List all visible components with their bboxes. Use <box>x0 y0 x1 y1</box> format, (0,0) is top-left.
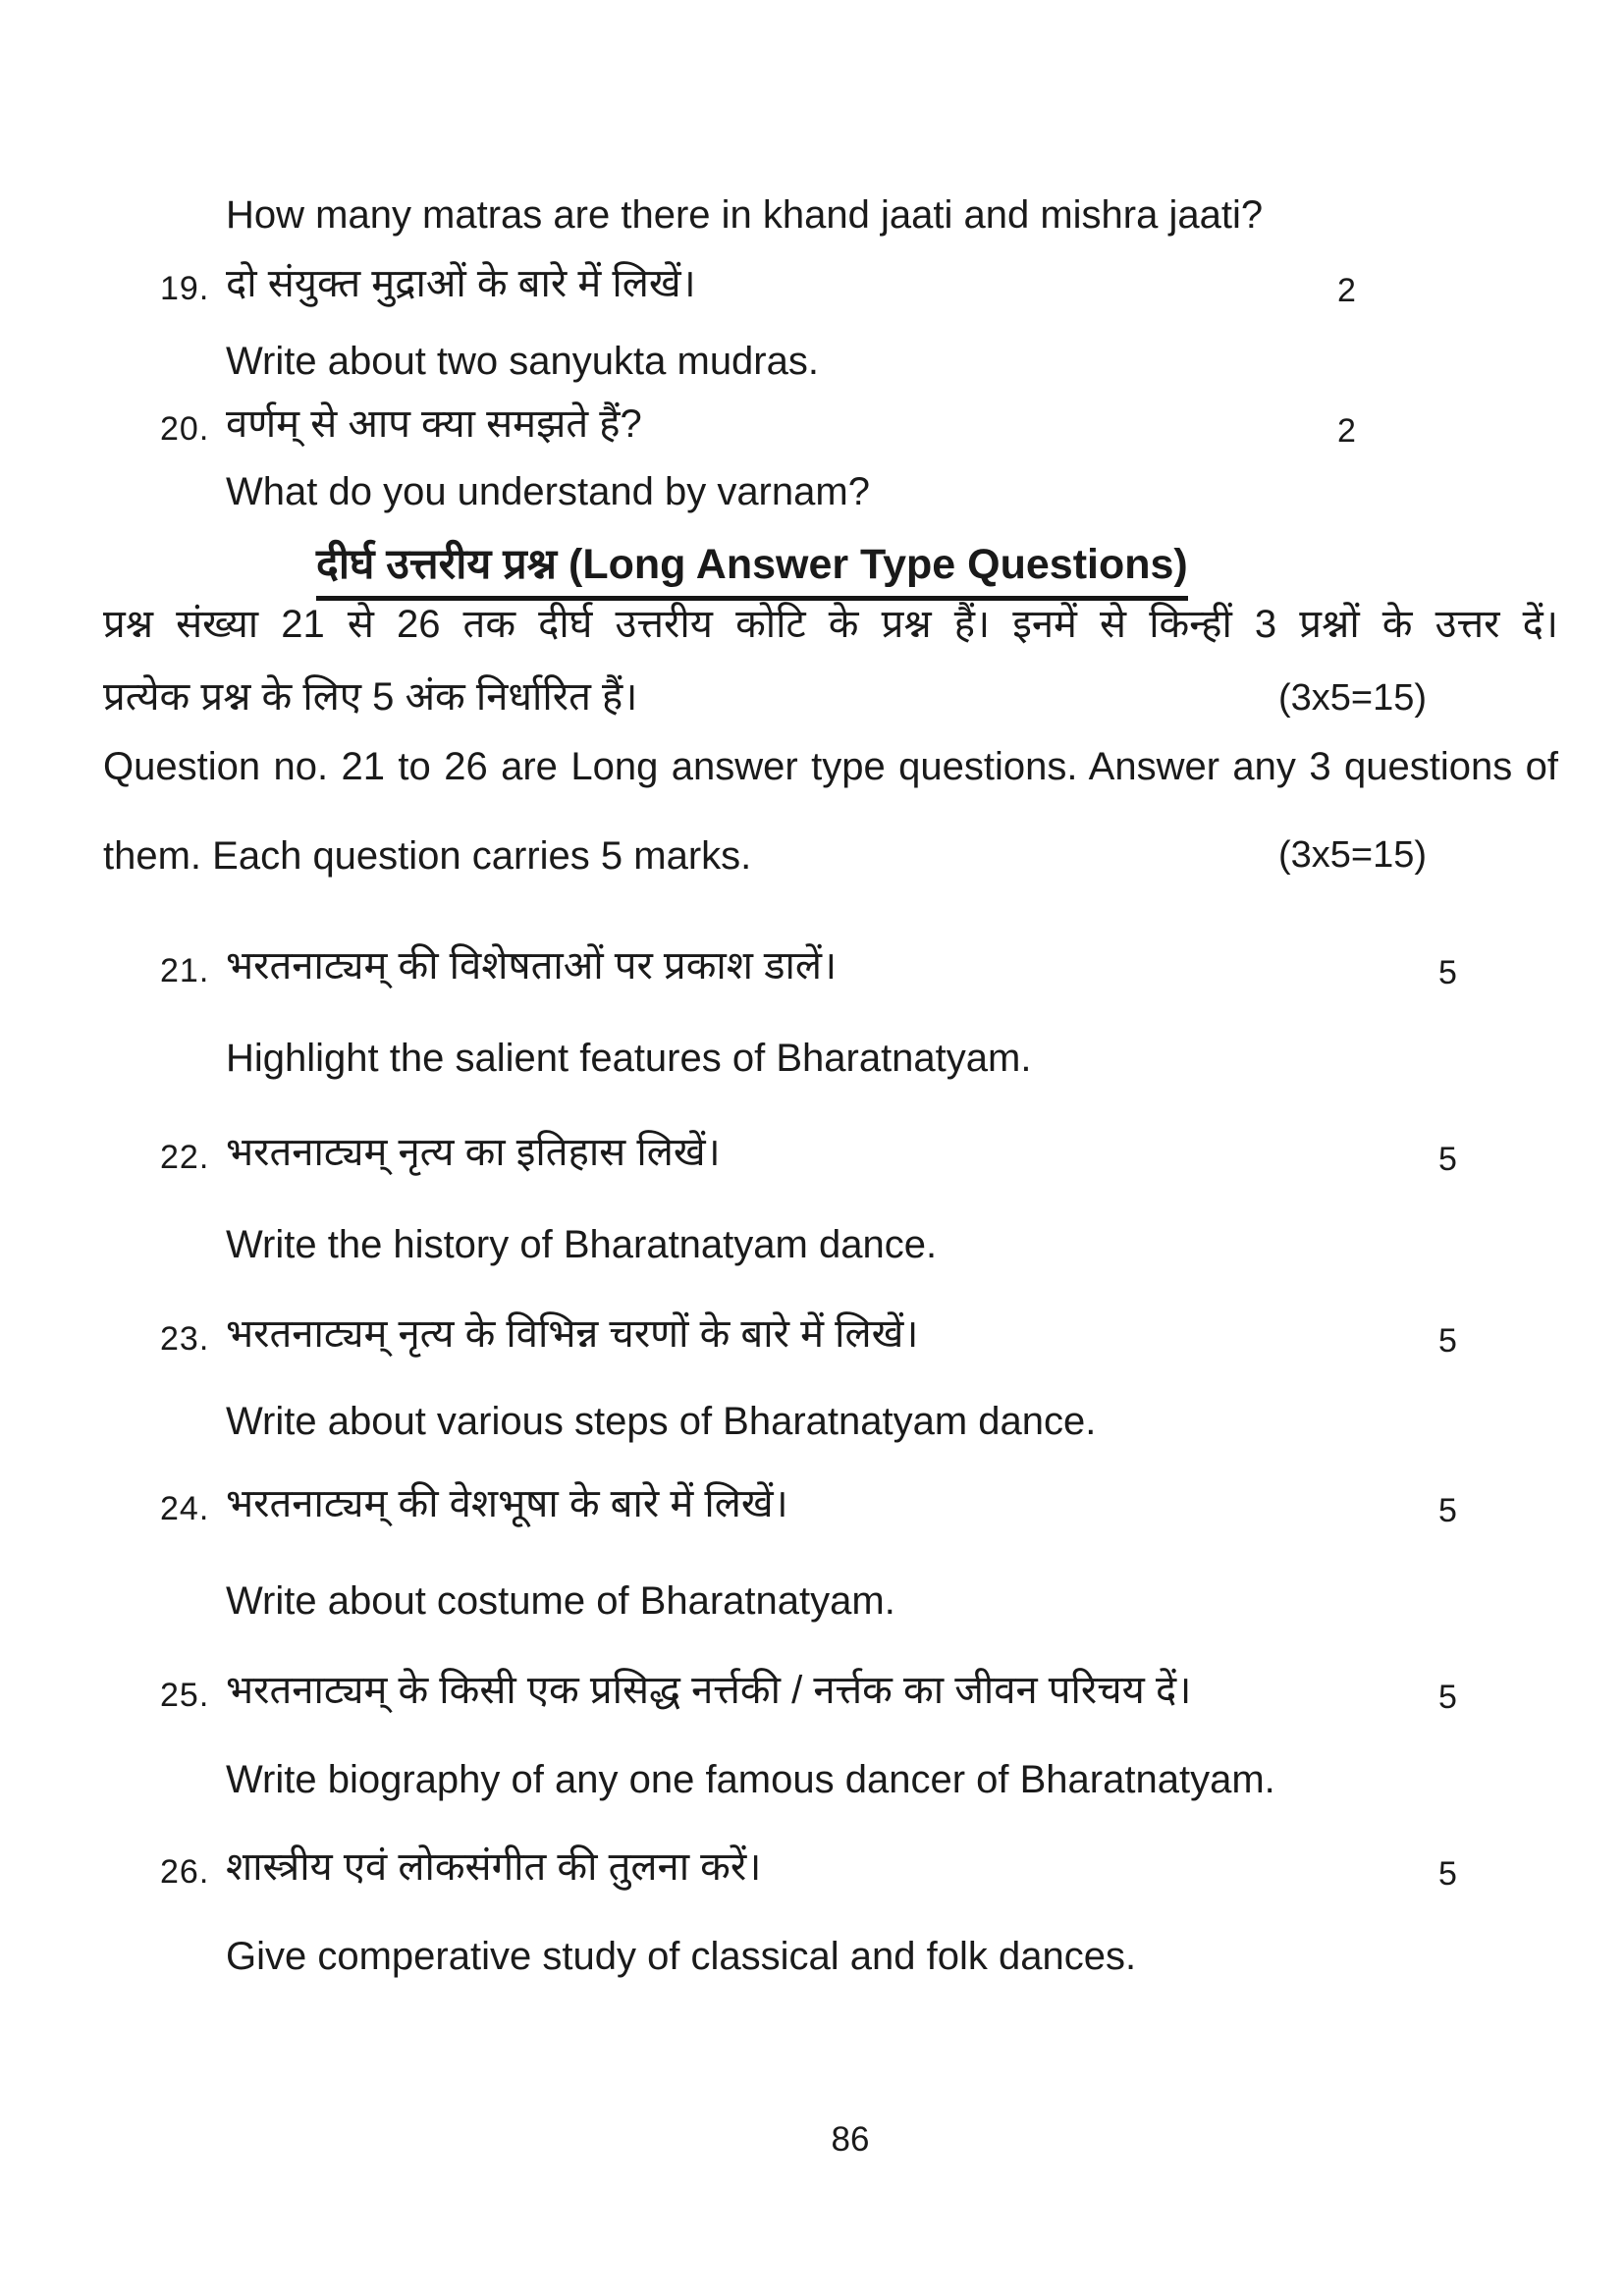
question-text-english: Write biography of any one famous dancer of Bharatnatyam. <box>226 1758 1275 1801</box>
question-text-hindi: भरतनाट्यम् नृत्य का इतिहास लिखें। <box>226 1131 721 1174</box>
marks-value: 5 <box>1438 1855 1457 1893</box>
question-text-hindi: वर्णम् से आप क्या समझते हैं? <box>226 402 642 446</box>
question-text-hindi: भरतनाट्यम् नृत्य के विभिन्न चरणों के बारे में लिखें। <box>226 1312 919 1356</box>
question-number: 20. <box>160 410 210 448</box>
question-number: 24. <box>160 1490 210 1527</box>
section-heading: दीर्घ उत्तरीय प्रश्न (Long Answer Type Questions) <box>316 533 1188 601</box>
question-text-hindi: भरतनाट्यम् की विशेषताओं पर प्रकाश डालें। <box>226 944 838 988</box>
carryover-question-english: How many matras are there in khand jaati and mishra jaati? <box>226 193 1264 237</box>
question-row-19 <box>0 260 1624 319</box>
question-text-english: Write about two sanyukta mudras. <box>226 340 819 383</box>
question-row-25 <box>0 1667 1624 1726</box>
instruction-english-line1: Question no. 21 to 26 are Long answer type questions. Answer any 3 questions of <box>103 745 1558 788</box>
marks-value: 5 <box>1438 1679 1457 1716</box>
question-text-english: What do you understand by varnam? <box>226 470 870 513</box>
question-row-22 <box>0 1129 1624 1188</box>
page-number: 86 <box>831 2120 870 2159</box>
question-number: 23. <box>160 1320 210 1358</box>
question-number: 22. <box>160 1139 210 1176</box>
marks-value: 2 <box>1337 272 1356 309</box>
question-number: 21. <box>160 952 210 989</box>
question-text-english: Write the history of Bharatnatyam dance. <box>226 1223 938 1266</box>
marks-value: 5 <box>1438 1492 1457 1529</box>
question-text-english: Give comperative study of classical and folk dances. <box>226 1935 1137 1978</box>
question-number: 26. <box>160 1853 210 1891</box>
question-row-26 <box>0 1843 1624 1902</box>
marks-value: 5 <box>1438 954 1457 991</box>
question-number: 25. <box>160 1677 210 1714</box>
question-text-english: Write about various steps of Bharatnatyam dance. <box>226 1400 1097 1443</box>
instruction-hindi-line2: प्रत्येक प्रश्न के लिए 5 अंक निर्धारित हैं। <box>103 675 638 719</box>
question-text-english: Highlight the salient features of Bharatnatyam. <box>226 1037 1032 1080</box>
marks-value: 5 <box>1438 1322 1457 1360</box>
question-text-hindi: दो संयुक्त मुद्राओं के बारे में लिखें। <box>226 262 696 305</box>
instruction-hindi-line1: प्रश्न संख्या 21 से 26 तक दीर्घ उत्तरीय कोटि के प्रश्न हैं। इनमें से किन्हीं 3 प्रश्नों के उत्तर दें। <box>103 603 1558 646</box>
question-text-english: Write about costume of Bharatnatyam. <box>226 1579 895 1623</box>
instruction-english-marks: (3x5=15) <box>1278 834 1428 876</box>
instruction-hindi-marks: (3x5=15) <box>1278 677 1428 719</box>
question-row-24 <box>0 1480 1624 1539</box>
marks-value: 5 <box>1438 1141 1457 1178</box>
question-text-hindi: भरतनाट्यम् के किसी एक प्रसिद्ध नर्त्तकी / नर्त्तक का जीवन परिचय दें। <box>226 1669 1192 1712</box>
question-row-20 <box>0 400 1624 459</box>
question-text-hindi: शास्त्रीय एवं लोकसंगीत की तुलना करें। <box>226 1845 762 1889</box>
marks-value: 2 <box>1337 412 1356 450</box>
question-row-21 <box>0 942 1624 1001</box>
question-number: 19. <box>160 270 210 307</box>
question-row-23 <box>0 1310 1624 1369</box>
question-text-hindi: भरतनाट्यम् की वेशभूषा के बारे में लिखें। <box>226 1482 788 1525</box>
instruction-english-line2: them. Each question carries 5 marks. <box>103 834 752 878</box>
